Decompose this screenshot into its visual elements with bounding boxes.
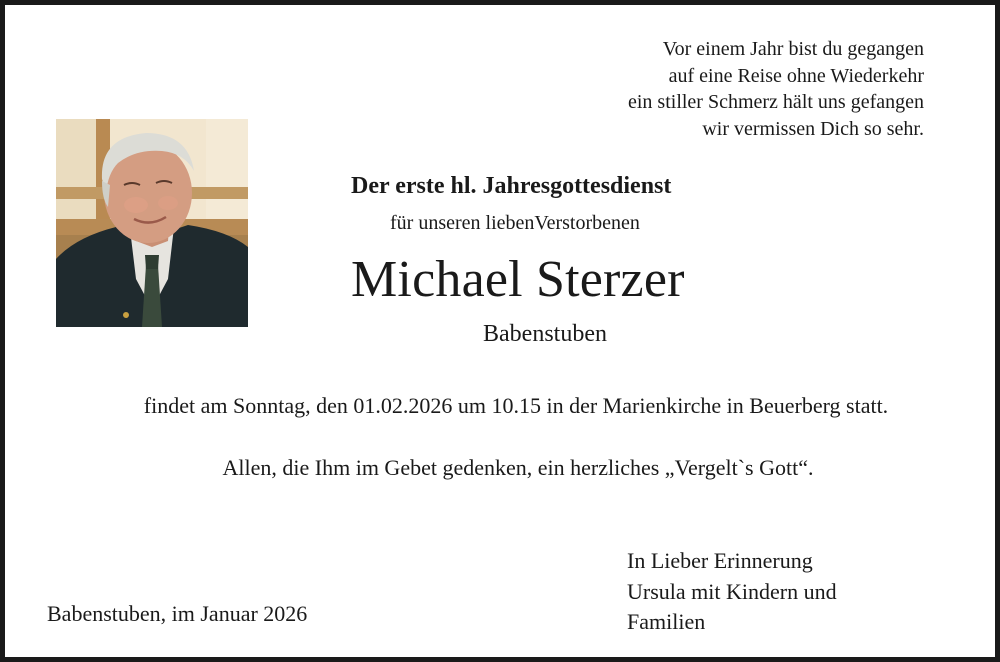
deceased-intro: für unseren liebenVerstorbenen [390, 212, 640, 234]
mourners-line: In Lieber Erinnerung [627, 548, 813, 573]
poem-line: wir vermissen Dich so sehr. [702, 117, 924, 140]
deceased-hometown: Babenstuben [483, 321, 607, 347]
mourners-signature [627, 546, 837, 638]
portrait-photo [56, 119, 248, 327]
service-details: findet am Sonntag, den 01.02.2026 um 10.15 in der Marienkirche in Beuerberg statt. [143, 393, 889, 418]
mourners-line: Ursula mit Kindern und [627, 578, 837, 604]
poem-line: auf eine Reise ohne Wiederkehr [668, 64, 924, 87]
mourners-line: Familien [627, 609, 706, 634]
deceased-name: Michael Sterzer [351, 251, 685, 308]
poem-line: ein stiller Schmerz hält uns gefangen [627, 91, 924, 113]
portrait-image [56, 119, 248, 327]
service-title: Der erste hl. Jahresgottesdienst [351, 173, 672, 199]
poem-line: Vor einem Jahr bist du gegangen [662, 38, 924, 60]
thanks-message: Allen, die Ihm im Gebet gedenken, ein herzliches „Vergelt`s Gott“. [222, 455, 814, 480]
place-date: Babenstuben, im Januar 2026 [47, 601, 308, 626]
memorial-poem [628, 36, 924, 142]
